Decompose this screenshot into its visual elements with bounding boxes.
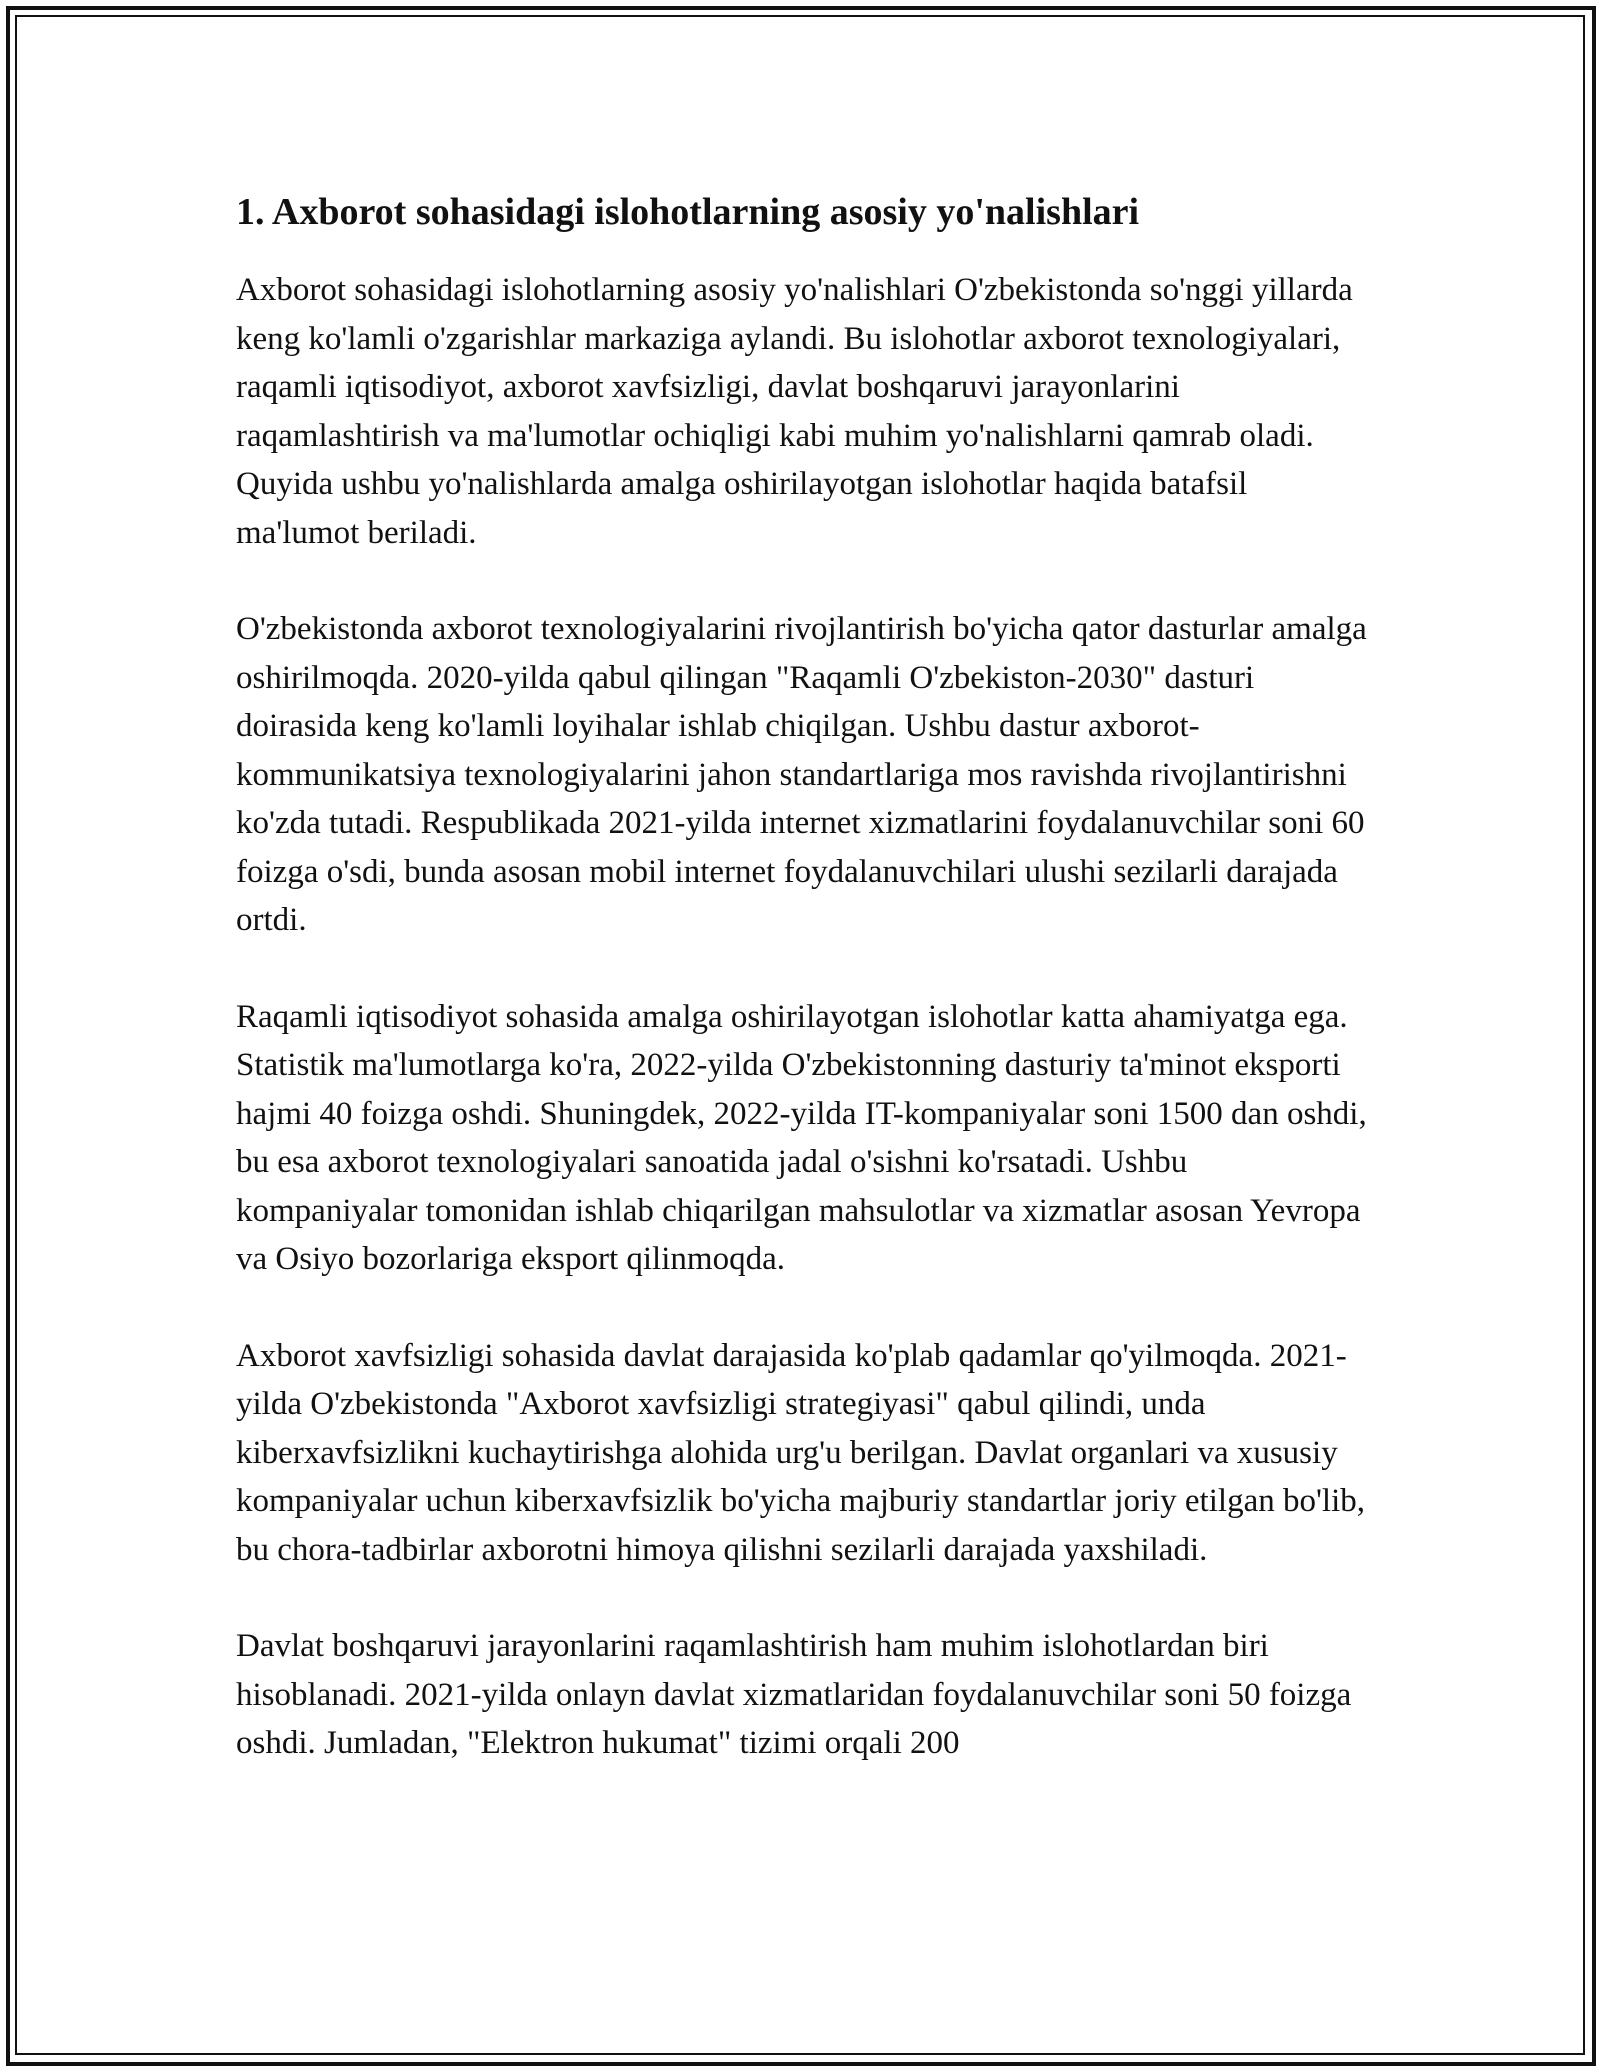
paragraph-digital-economy: Raqamli iqtisodiyot sohasida amalga oshirilayotgan islohotlar katta ahamiyatga ega. Statistik ma'lumotlarga ko'ra, 2022-yilda O'zbekistonning dasturiy ta'minot eksporti hajmi 40 foizga oshdi. Shuningdek, 2022-yilda IT-kompaniyalar soni 1500 dan oshdi, bu esa axborot texnologiyalari sanoatida jadal o'sishni ko'rsatadi. Ushbu kompaniyalar tomonidan ishlab chiqarilgan mahsulotlar va xizmatlar asosan Yevropa va Osiyo bozorlariga eksport qilinmoqda.: [236, 998, 1367, 1277]
paragraph-e-government: Davlat boshqaruvi jarayonlarini raqamlashtirish ham muhim islohotlardan biri hisoblanadi. 2021-yilda onlayn davlat xizmatlaridan foydalanuvchilar soni 50 foizga oshdi. Jumladan, "Elektron hukumat" tizimi orqali 200: [236, 1628, 1352, 1761]
paragraph-intro: Axborot sohasidagi islohotlarning asosiy yo'nalishlari O'zbekistonda so'nggi yillarda keng ko'lamli o'zgarishlar markaziga aylandi. Bu islohotlar axborot texnologiyalari, raqamli iqtisodiyot, axborot xavfsizligi, davlat boshqaruvi jarayonlarini raqamlashtirish va ma'lumotlar ochiqligi kabi muhim yo'nalishlarni qamrab oladi. Quyida ushbu yo'nalishlarda amalga oshirilayotgan islohotlar haqida batafsil ma'lumot beriladi.: [236, 272, 1353, 551]
paragraph-it-development: O'zbekistonda axborot texnologiyalarini rivojlantirish bo'yicha qator dasturlar amalga oshirilmoqda. 2020-yilda qabul qilingan "Raqamli O'zbekiston-2030" dasturi doirasida keng ko'lamli loyihalar ishlab chiqilgan. Ushbu dastur axborot-kommunikatsiya texnologiyalarini jahon standartlariga mos ravishda rivojlantirishni ko'zda tutadi. Respublikada 2021-yilda internet xizmatlarini foydalanuvchilar soni 60 foizga o'sdi, bunda asosan mobil internet foydalanuvchilari ulushi sezilarli darajada ortdi.: [236, 611, 1367, 938]
document-body: [236, 188, 1376, 1816]
paragraph-information-security: Axborot xavfsizligi sohasida davlat darajasida ko'plab qadamlar qo'yilmoqda. 2021-yilda O'zbekistonda "Axborot xavfsizligi strategiyasi" qabul qilindi, unda kiberxavfsizlikni kuchaytirishga alohida urg'u berilgan. Davlat organlari va xususiy kompaniyalar uchun kiberxavfsizlik bo'yicha majburiy standartlar joriy etilgan bo'lib, bu chora-tadbirlar axborotni himoya qilishni sezilarli darajada yaxshiladi.: [236, 1337, 1365, 1568]
section-heading: 1. Axborot sohasidagi islohotlarning asosiy yo'nalishlari: [236, 191, 1140, 233]
